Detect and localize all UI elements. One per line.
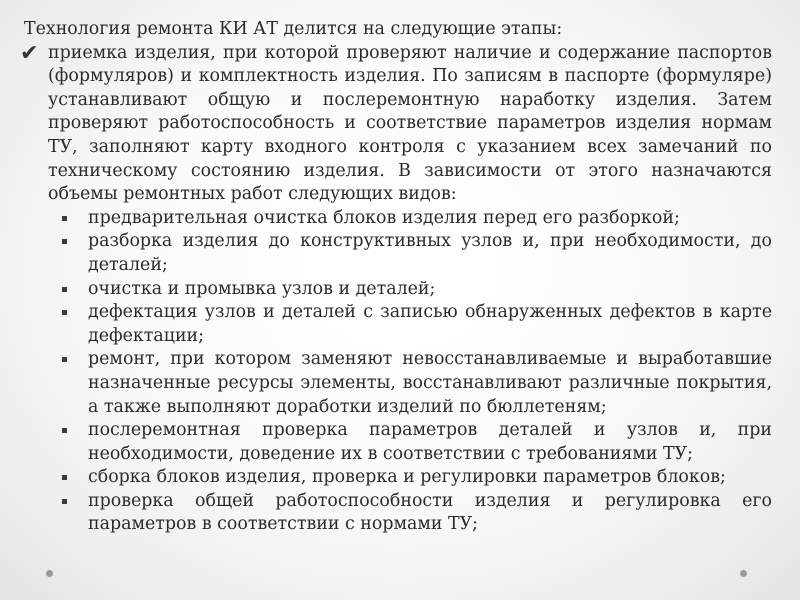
list-item — [20, 419, 772, 466]
square-bullet-icon — [62, 216, 67, 221]
square-bullet-icon — [62, 287, 67, 292]
list-item — [20, 207, 772, 231]
list-item — [20, 301, 772, 348]
list-item-text: предварительная очистка блоков изделия перед его разборкой; — [88, 207, 680, 228]
list-item-text: послеремонтная проверка параметров деталей и узлов и, при необходимости, доведение их в соответствии с требованиями ТУ; — [88, 420, 772, 464]
decorative-dot-left — [46, 570, 53, 577]
check-item-text: приемка изделия, при которой проверяют наличие и содержание паспортов (формуляров) и комплектность изделия. По записям в паспорте (формуляре) устанавливают общую и послеремонтную наработку изделия. Затем проверяют работоспособность и соответствие параметров изделия нормам ТУ, заполняют карту входного контроля с указанием всех замечаний по техническому состоянию изделия. В зависимости от этого назначаются объемы ремонтных работ следующих видов: — [48, 42, 772, 205]
square-bullet-icon — [62, 357, 67, 362]
list-item-text: сборка блоков изделия, проверка и регулировки параметров блоков; — [88, 467, 726, 488]
list-item-text: дефектация узлов и деталей с записью обнаруженных дефектов в карте дефектации; — [88, 302, 772, 346]
square-bullet-icon — [62, 310, 67, 315]
slide-heading: Технология ремонта КИ АТ делится на следующие этапы: — [24, 19, 563, 39]
list-item — [20, 278, 772, 302]
list-item — [20, 490, 772, 537]
checkmark-icon: ✔ — [20, 40, 39, 66]
square-bullet-icon — [62, 499, 67, 504]
list-item-text: проверка общей работоспособности изделия и регулировка его параметров в соответствии с нормами ТУ; — [88, 490, 772, 535]
slide-content — [20, 18, 772, 537]
list-item — [20, 348, 772, 419]
square-bullet-icon — [62, 475, 67, 480]
list-item — [20, 466, 772, 490]
check-list-item — [20, 42, 772, 207]
decorative-dot-right — [740, 570, 747, 577]
list-item-text: разборка изделия до конструктивных узлов и, при необходимости, до деталей; — [88, 231, 772, 275]
list-item-text: очистка и промывка узлов и деталей; — [88, 278, 436, 299]
square-bullet-icon — [62, 428, 67, 433]
square-bullet-icon — [62, 239, 67, 244]
repair-works-list — [20, 207, 772, 537]
list-item-text: ремонт, при котором заменяют невосстанавливаемые и выработавшие назначенные ресурсы элементы, восстанавливают различные покрытия, а также выполняют доработки изделий по бюллетеням; — [88, 349, 772, 417]
list-item — [20, 230, 772, 277]
